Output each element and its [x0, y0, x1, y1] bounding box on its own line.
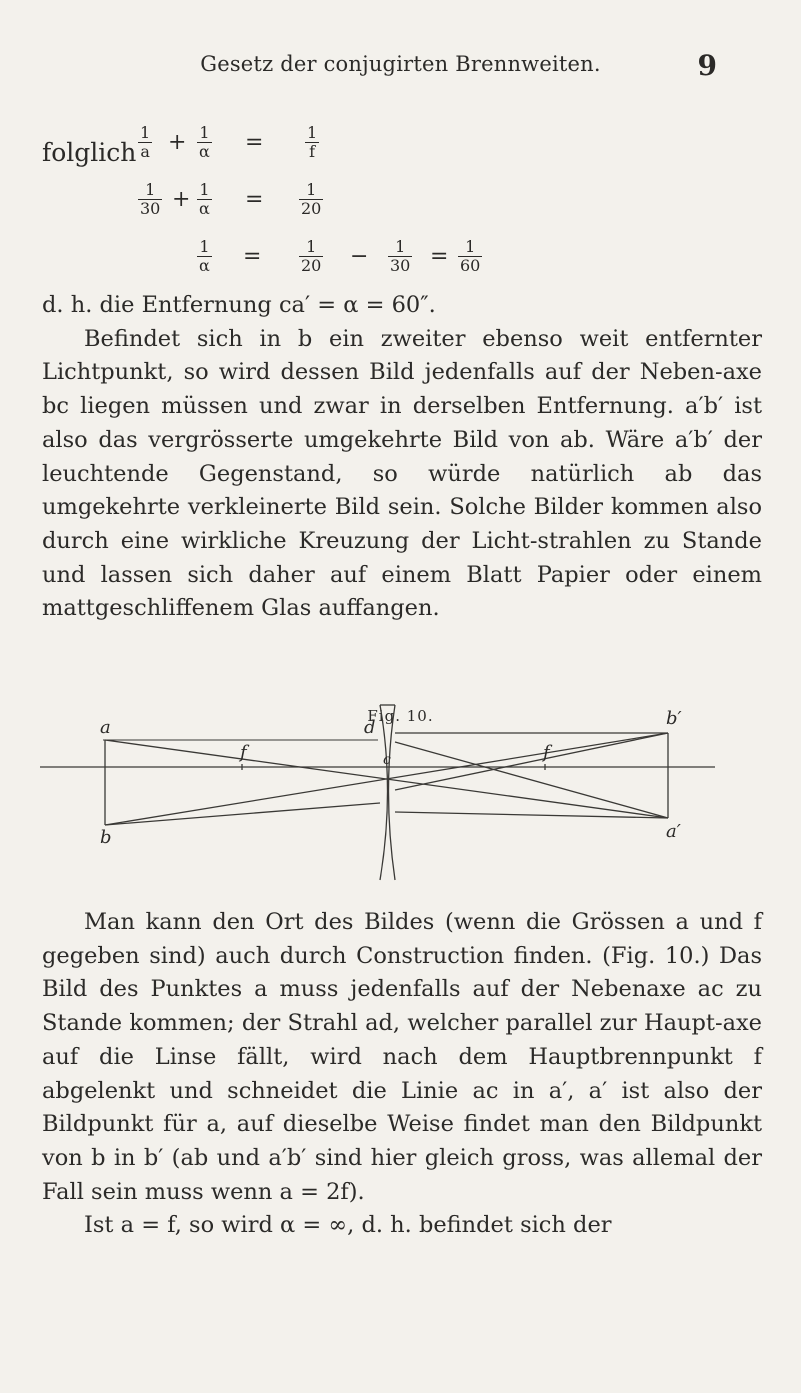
- equals-sign: =: [245, 130, 264, 155]
- fraction: $\frac{1}{30}$: [140, 180, 161, 218]
- fraction: $\frac{1}{\alpha}$: [199, 180, 210, 218]
- label-b: b: [100, 827, 112, 848]
- label-f-right: f: [543, 742, 550, 763]
- fraction: $\frac{1}{a}$: [140, 123, 151, 161]
- paragraph-text: Ist a = f, so wird α = ∞, d. h. befindet sich der: [84, 1212, 612, 1239]
- label-b-prime: b′: [666, 708, 682, 729]
- fraction: $\frac{1}{\alpha}$: [199, 123, 210, 161]
- fraction: $\frac{1}{20}$: [301, 237, 322, 275]
- label-a: a: [100, 717, 111, 738]
- label-a-prime: a′: [666, 821, 681, 842]
- paragraph-text: Man kann den Ort des Bildes (wenn die Grössen a und f gegeben sind) auch durch Construction finden. (Fig. 10.) Das Bild des Punktes a muss jedenfalls auf der Nebenaxe ac zu Stande kommen; der Strahl ad, welcher parallel zur Haupt-axe auf die Linse fällt, wird nach dem Hauptbrennpunkt f abgelenkt und schneidet die Linie ac in a′, a′ ist also der Bildpunkt für a, auf dieselbe Weise findet man den Bildpunkt von b in b′ (ab und a′b′ sind hier gleich gross, was allemal der Fall sein muss wenn a = 2f).: [42, 909, 762, 1205]
- label-f-left: f: [240, 742, 247, 763]
- running-title: Gesetz der conjugirten Brennweiten.: [200, 52, 601, 76]
- minus-sign: −: [350, 244, 369, 269]
- text-line: d. h. die Entfernung ca′ = α = 60″.: [42, 292, 436, 318]
- equation-intro: folglich: [42, 138, 137, 167]
- lens: [380, 705, 388, 880]
- equals-sign: =: [245, 187, 264, 212]
- fraction: $\frac{1}{20}$: [301, 180, 322, 218]
- label-d: d: [364, 717, 376, 738]
- plus-sign: +: [168, 130, 187, 155]
- page-number: 9: [697, 49, 717, 82]
- plus-sign: +: [172, 187, 191, 212]
- paragraph-text: Befindet sich in b ein zweiter ebenso weit entfernter Lichtpunkt, so wird dessen Bild jedenfalls auf der Neben-axe bc liegen müssen und zwar in derselben Entfernung. a′b′ ist also das vergrösserte umgekehrte Bild von ab. Wäre a′b′ der leuchtende Gegenstand, so würde natürlich ab das umgekehrte verkleinerte Bild sein. Solche Bilder kommen also durch eine wirkliche Kreuzung der Licht-strahlen zu Stande und lassen sich daher auf einem Blatt Papier oder einem mattgeschliffenem Glas auffangen.: [42, 325, 762, 622]
- fraction: $\frac{1}{60}$: [460, 237, 481, 275]
- fraction: $\frac{1}{30}$: [390, 237, 411, 275]
- fraction: $\frac{1}{\alpha}$: [199, 237, 210, 275]
- fraction: $\frac{1}{f}$: [307, 123, 318, 161]
- equals-sign: =: [243, 244, 262, 269]
- paragraph-1: [42, 289, 762, 626]
- label-c: c: [383, 752, 391, 768]
- page-header: [0, 49, 801, 84]
- equals-sign: =: [430, 244, 449, 269]
- paragraph-2: [42, 906, 762, 1243]
- figure-caption: Fig. 10.: [367, 707, 434, 725]
